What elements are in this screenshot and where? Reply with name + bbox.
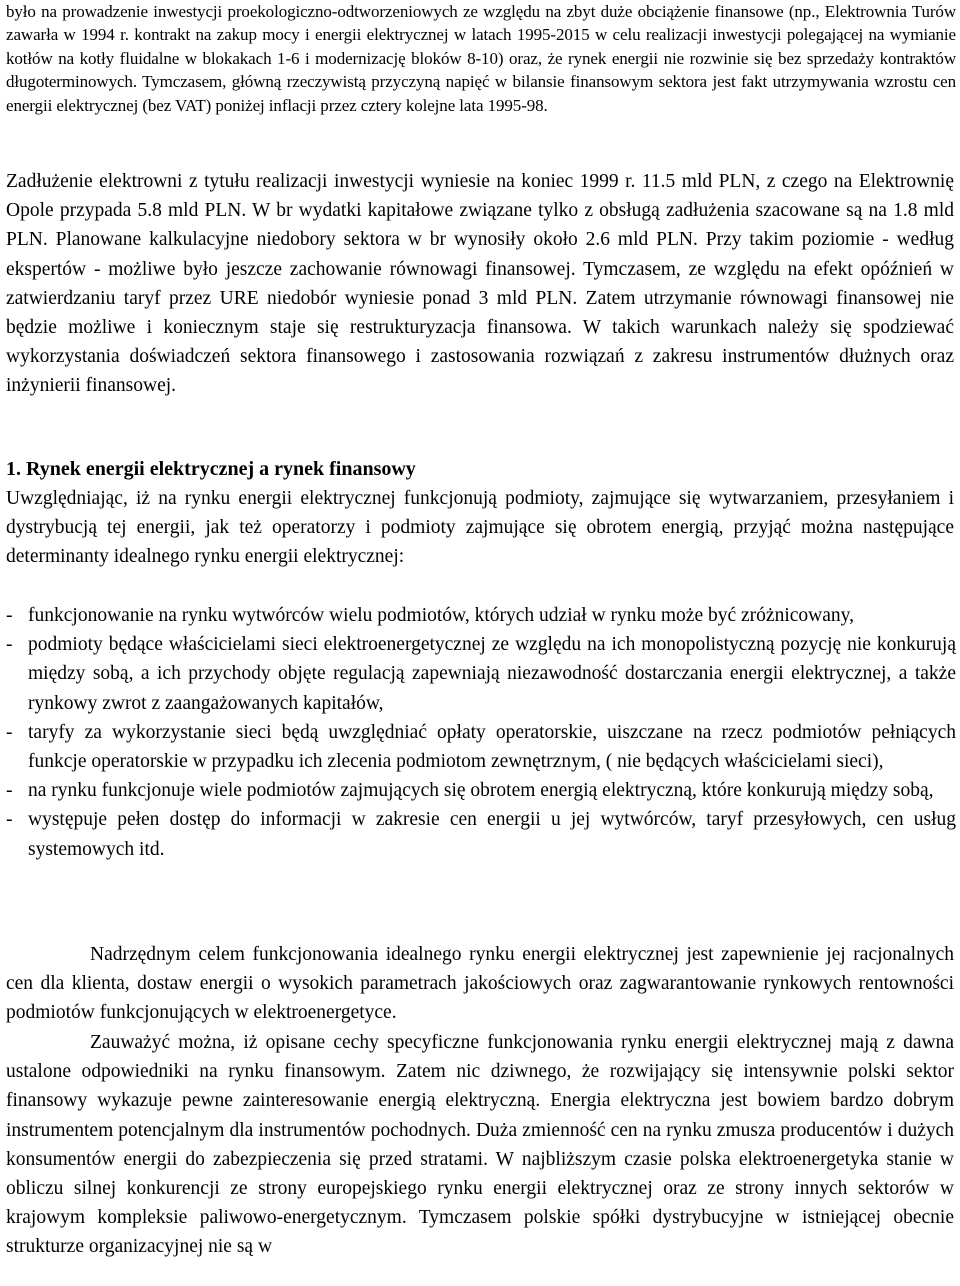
list-dash: - bbox=[6, 634, 13, 656]
list-item bbox=[6, 805, 956, 863]
intro-paragraph: było na prowadzenie inwestycji proekologiczno-odtworzeniowych ze względu na zbyt duże obciążenie finansowe (np., Elektrownia Turów zawarła w 1994 r. kontrakt na zakup mocy i energii elektrycznej w latach 1995-2015 w celu realizacji inwestycji polegającej na wymianie kotłów na kotły fluidalne w blokakach 1-6 i modernizację bloków 8-10) oraz, że rynek energii nie rozwinie się bez sprzedaży kontraktów długoterminowych. Tymczasem, główną rzeczywistą przyczyną napięć w bilansie finansowym sektora jest fakt utrzymywania wzrostu cen energii elektrycznej (bez VAT) poniżej inflacji przez cztery kolejne lata 1995-98. bbox=[6, 2, 956, 115]
list-item bbox=[6, 601, 956, 630]
list-dash: - bbox=[6, 605, 13, 626]
list-item-text: podmioty będące właścicielami sieci elektroenergetycznej ze względu na ich monopolistyczną pozycję nie konkurują między sobą, a ich przychody objęte regulacją zapewniają niezawodność dostarczania energii elektrycznej, a także rynkowy zwrot z zaangażowanych kapitałów, bbox=[28, 634, 956, 714]
determinants-list bbox=[6, 601, 956, 864]
list-item-text: na rynku funkcjonuje wiele podmiotów zajmujących się obrotem energią elektryczną, które konkurują między sobą, bbox=[28, 780, 934, 802]
list-dash: - bbox=[6, 809, 13, 831]
list-item bbox=[6, 776, 956, 805]
observe-paragraph: Zauważyć można, iż opisane cechy specyficzne funkcjonowania rynku energii elektrycznej mają z dawna ustalone odpowiedniki na rynku finansowym. Zatem nic dziwnego, że rozwijający się intensywnie polski sektor finansowy wykazuje pewne zainteresowanie energią elektryczną. Energia elektryczna jest bowiem bardzo dobrym instrumentem potencjalnym dla instrumentów pochodnych. Duża zmienność cen na rynku zmusza producentów i dużych konsumentów energii do zabezpieczenia się przed stratami. W najbliższym czasie polska elektroenergetyka stanie w obliczu silnej konkurencji ze strony europejskiego rynku energii elektrycznej oraz ze strony innych sektorów w krajowym kompleksie paliwowo-energetycznym. Tymczasem polskie spółki dystrybucyjne w istniejącej obecnie strukturze organizacyjnej nie są w bbox=[6, 1032, 954, 1258]
debt-paragraph: Zadłużenie elektrowni z tytułu realizacji inwestycji wyniesie na koniec 1999 r. 11.5 mld PLN, z czego na Elektrownię Opole przypada 5.8 mld PLN. W br wydatki kapitałowe związane tylko z obsługą zadłużenia szacowane są na 1.8 mld PLN. Planowane kalkulacyjne niedobory sektora w br wynosiły około 2.6 mld PLN. Przy takim poziomie - według ekspertów - możliwe było jeszcze zachowanie równowagi finansowej. Tymczasem, ze względu na efekt opóźnień w zatwierdzaniu taryf przez URE niedobór wyniesie ponad 3 mld PLN. Zatem utrzymanie równowagi finansowej nie będzie możliwe i koniecznym staje się restrukturyzacja finansowa. W takich warunkach należy się spodziewać wykorzystania doświadczeń sektora finansowego i zastosowania rozwiązań z zakresu instrumentów dłużnych oraz inżynierii finansowej. bbox=[6, 171, 954, 397]
goal-paragraph: Nadrzędnym celem funkcjonowania idealnego rynku energii elektrycznej jest zapewnienie jej racjonalnych cen dla klienta, dostaw energii o wysokich parametrach jakościowych oraz zagwarantowanie rynkowych rentowności podmiotów funkcjonujących w elektroenergetyce. bbox=[6, 944, 954, 1024]
list-item-text: funkcjonowanie na rynku wytwórców wielu podmiotów, których udział w rynku może być zróżnicowany, bbox=[28, 605, 854, 626]
list-item-text: występuje pełen dostęp do informacji w zakresie cen energii u jej wytwórców, taryf przesyłowych, cen usług systemowych itd. bbox=[28, 809, 956, 860]
list-dash: - bbox=[6, 721, 13, 743]
section-heading: 1. Rynek energii elektrycznej a rynek finansowy bbox=[6, 458, 416, 480]
list-item-text: taryfy za wykorzystanie sieci będą uwzględniać opłaty operatorskie, uiszczane na rzecz podmiotów pełniących funkcje operatorskie w przypadku ich zlecenia podmiotom zewnętrznym, ( nie będących właścicielami sieci), bbox=[28, 721, 956, 773]
list-item bbox=[6, 630, 956, 718]
list-item bbox=[6, 718, 956, 776]
list-dash: - bbox=[6, 780, 13, 802]
lead-paragraph: Uwzględniając, iż na rynku energii elektrycznej funkcjonują podmioty, zajmujące się wytwarzaniem, przesyłaniem i dystrybucją tej energii, jak też operatorzy i podmioty zajmujące się obrotem energią, przyjąć można następujące determinanty idealnego rynku energii elektrycznej: bbox=[6, 488, 954, 568]
